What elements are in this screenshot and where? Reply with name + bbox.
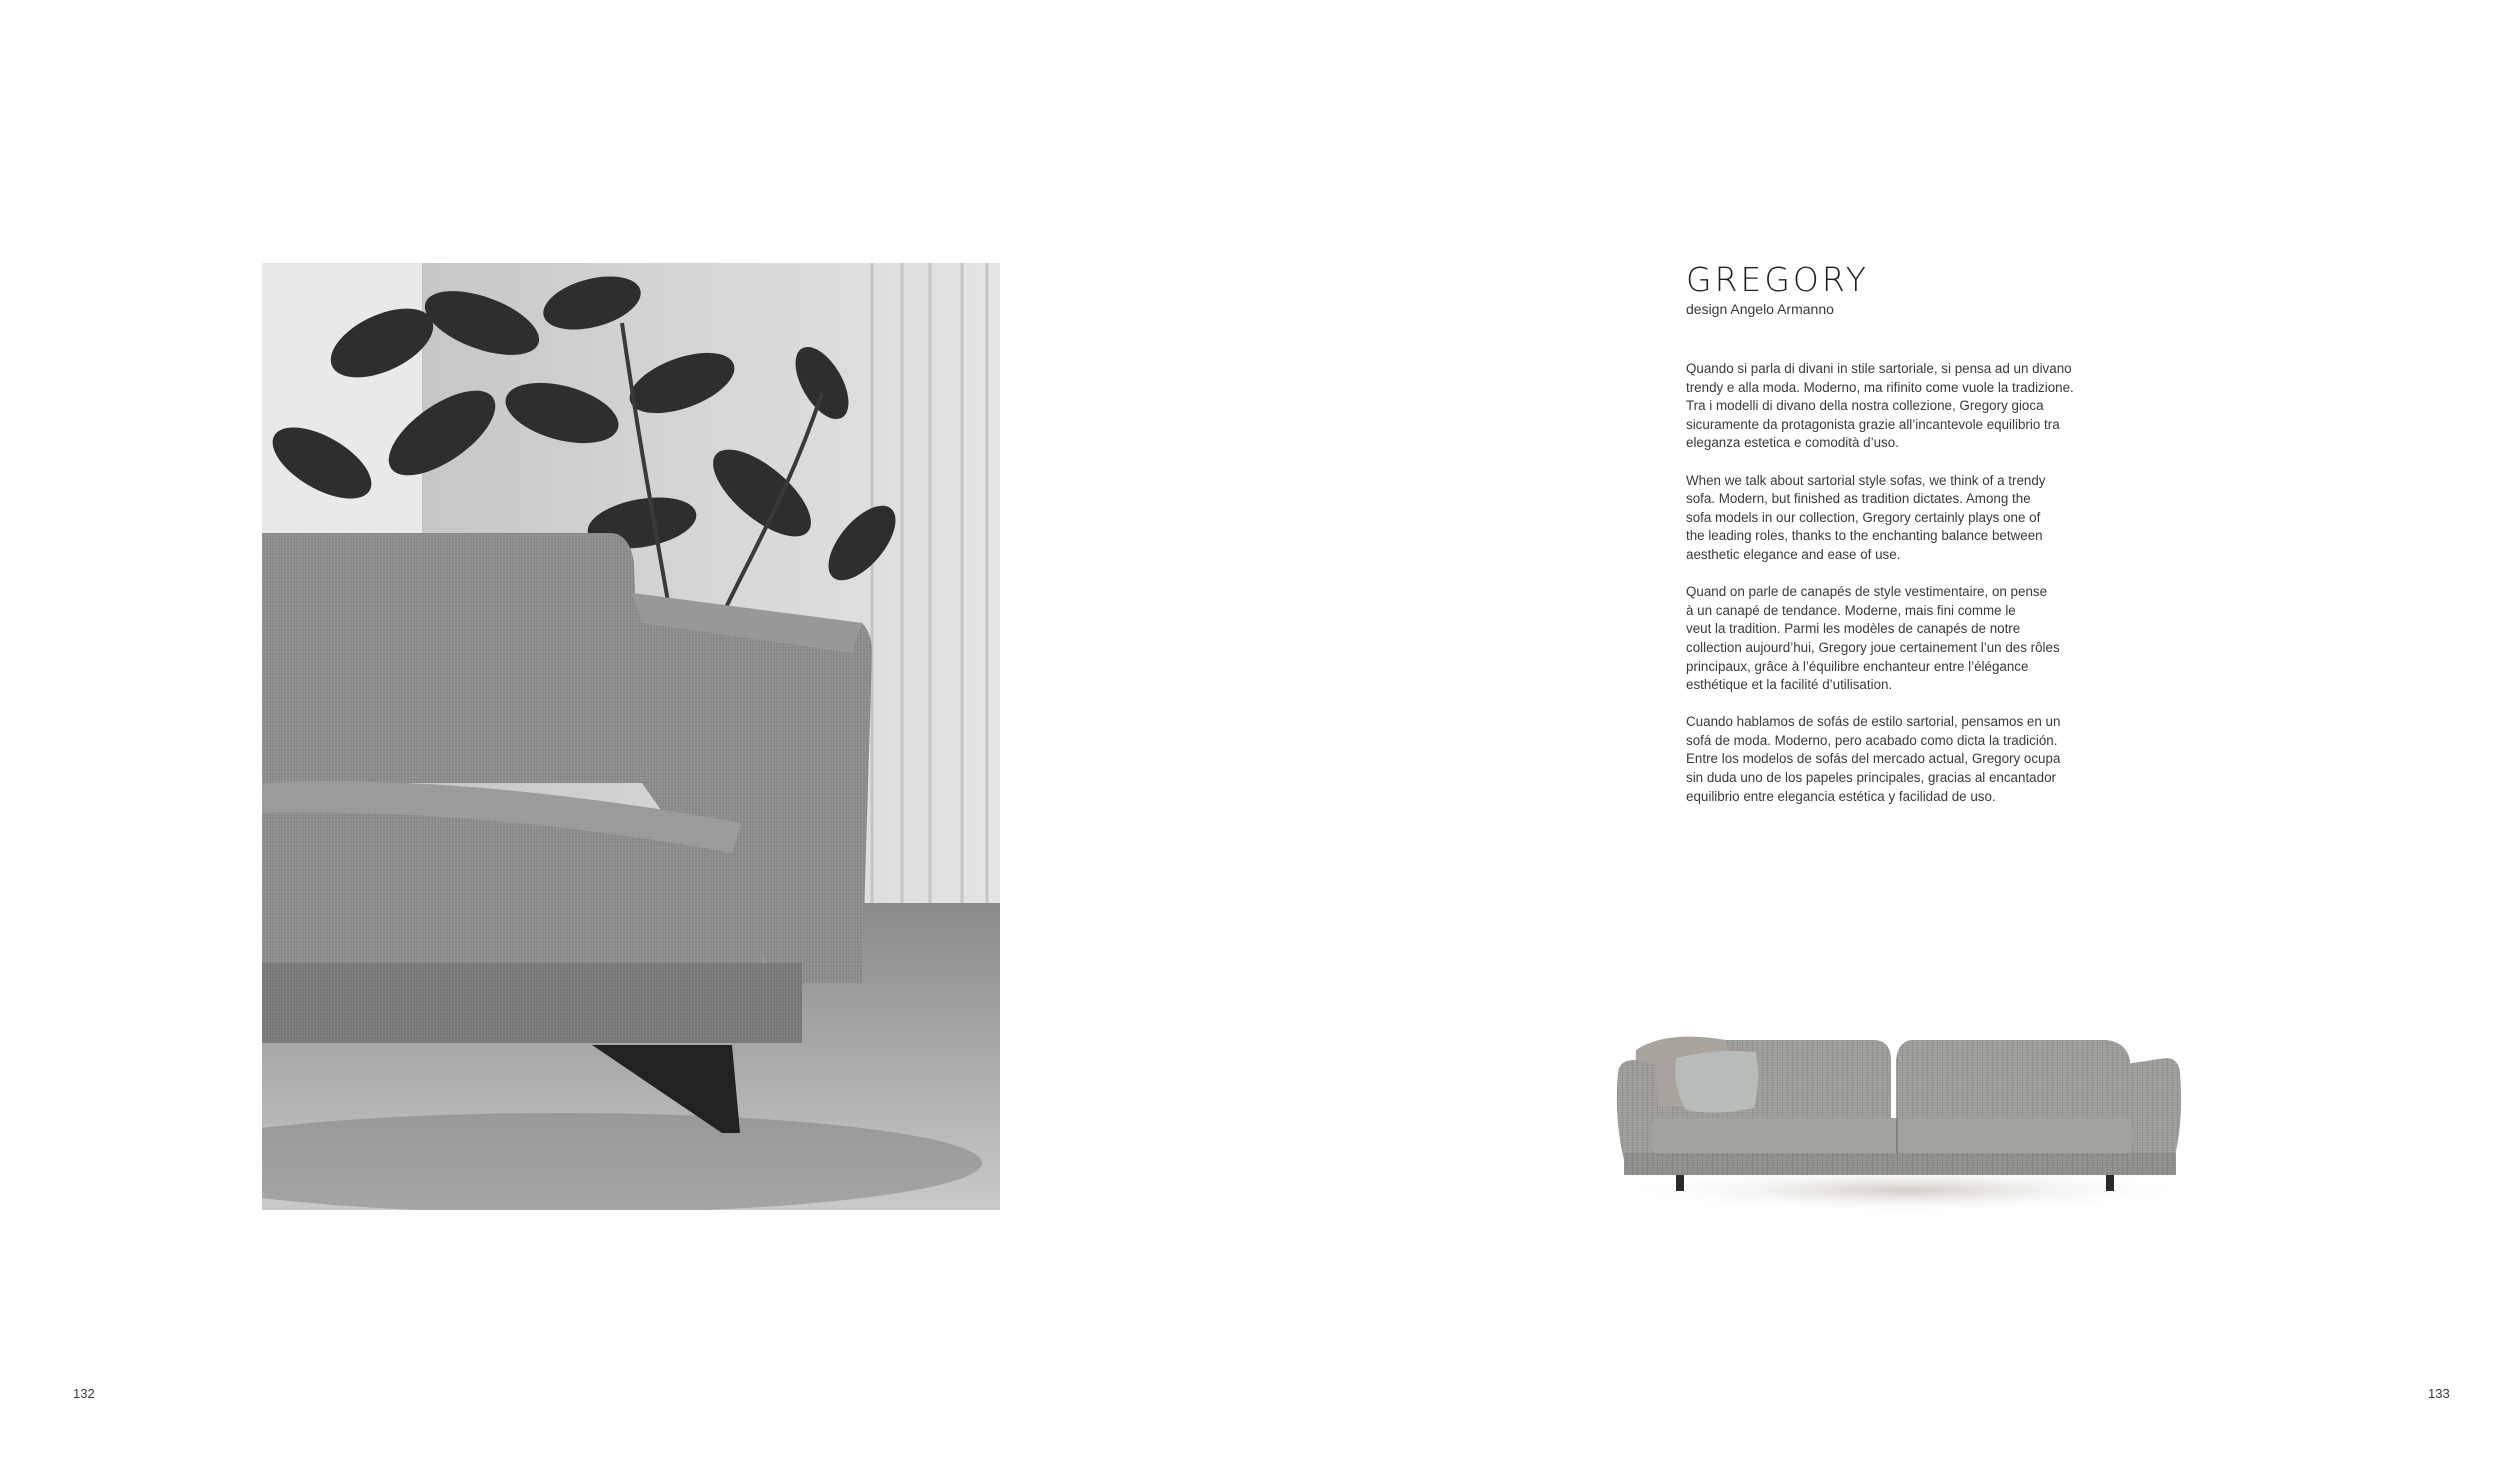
sofa-closeup-photo xyxy=(262,263,1000,1210)
paragraph-spanish xyxy=(1686,713,2126,806)
text-line: Entre los modelos de sofás del mercado actual, Gregory ocupa xyxy=(1686,751,2061,767)
text-line: veut la tradition. Parmi les modèles de canapés de notre xyxy=(1686,621,2021,637)
paragraph-italian xyxy=(1686,360,2126,453)
text-line: sofa. Modern, but finished as tradition dictates. Among the xyxy=(1686,491,2031,507)
text-line: the leading roles, thanks to the enchanting balance between xyxy=(1686,528,2043,544)
paragraph-french xyxy=(1686,583,2126,695)
page-number-right: 133 xyxy=(2428,1386,2450,1401)
text-line: eleganza estetica e comodità d’uso. xyxy=(1686,435,1899,451)
text-line: collection aujourd’hui, Gregory joue certainement l’un des rôles xyxy=(1686,639,2060,655)
description-paragraphs xyxy=(1686,360,2126,806)
text-line: Tra i modelli di divano della nostra collezione, Gregory gioca xyxy=(1686,398,2044,414)
text-line: esthétique et la facilité d’utilisation. xyxy=(1686,677,1893,693)
sofa-closeup-illustration xyxy=(262,263,1000,1210)
text-line: Quando si parla di divani in stile sartoriale, si pensa ad un divano xyxy=(1686,361,2072,376)
text-line: When we talk about sartorial style sofas, we think of a trendy xyxy=(1686,472,2046,488)
text-line: equilibrio entre elegancia estética y facilidad de uso. xyxy=(1686,788,1996,804)
product-description xyxy=(1686,262,2126,825)
sofa-product-image xyxy=(1606,990,2206,1240)
paragraph-english xyxy=(1686,472,2126,565)
page-number-left: 132 xyxy=(73,1386,95,1401)
text-line: sicuramente da protagonista grazie all’incantevole equilibrio tra xyxy=(1686,416,2060,432)
product-title: GREGORY xyxy=(1686,260,1869,299)
text-line: principaux, grâce à l’équilibre enchanteur entre l’élégance xyxy=(1686,658,2029,674)
text-line: à un canapé de tendance. Moderne, mais fini comme le xyxy=(1686,602,2016,618)
text-line: aesthetic elegance and ease of use. xyxy=(1686,546,1901,562)
text-line: Quand on parle de canapés de style vestimentaire, on pense xyxy=(1686,584,2048,600)
text-line: sofá de moda. Moderno, pero acabado como dicta la tradición. xyxy=(1686,732,2058,748)
text-line: Cuando hablamos de sofás de estilo sartorial, pensamos en un xyxy=(1686,714,2061,730)
sofa-front-illustration xyxy=(1606,990,2206,1240)
text-line: trendy e alla moda. Moderno, ma rifinito come vuole la tradizione. xyxy=(1686,379,2074,395)
designer-credit: design Angelo Armanno xyxy=(1686,301,1834,317)
text-line: sofa models in our collection, Gregory certainly plays one of xyxy=(1686,509,2041,525)
text-line: sin duda uno de los papeles principales, gracias al encantador xyxy=(1686,770,2056,786)
